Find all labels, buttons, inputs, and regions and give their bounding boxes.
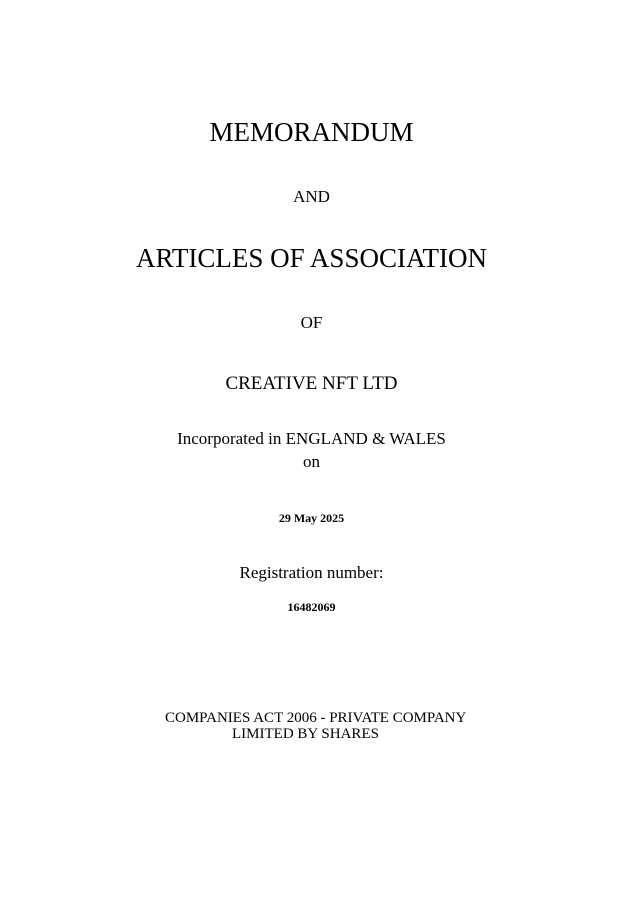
incorporation-date: 29 May 2025	[278, 511, 345, 525]
companies-act-line: COMPANIES ACT 2006 - PRIVATE COMPANY	[165, 710, 467, 726]
registration-number-label: Registration number:	[239, 563, 384, 582]
limited-by-shares-line: LIMITED BY SHARES	[232, 726, 379, 742]
conjunction-text: AND	[293, 187, 330, 206]
registration-number: 16482069	[287, 600, 336, 614]
document-subtitle: ARTICLES OF ASSOCIATION	[136, 243, 487, 273]
incorporation-jurisdiction: Incorporated in ENGLAND & WALES	[177, 429, 446, 448]
of-text: OF	[300, 313, 323, 332]
on-text: on	[303, 452, 320, 471]
document-title: MEMORANDUM	[209, 117, 414, 147]
company-name: CREATIVE NFT LTD	[225, 373, 398, 394]
